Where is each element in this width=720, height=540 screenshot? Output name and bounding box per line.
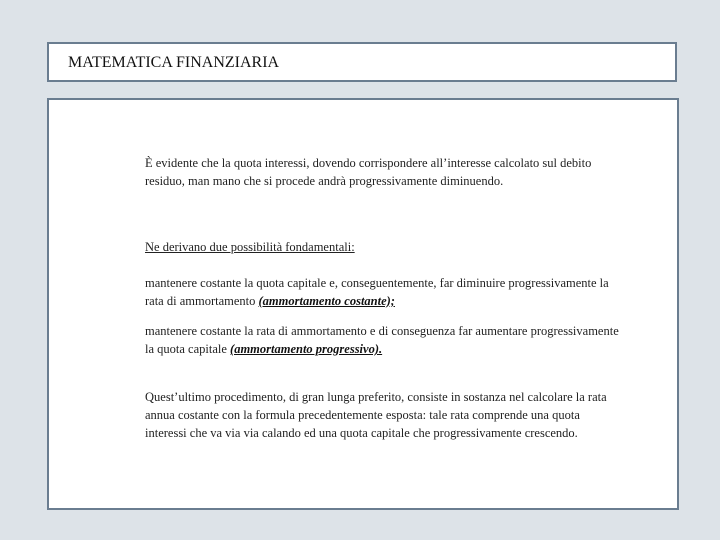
content-panel	[47, 98, 679, 510]
title-panel	[47, 42, 677, 82]
paragraph-constant-capital	[145, 274, 625, 310]
paragraph-two-possibilities: Ne derivano due possibilità fondamentali:	[145, 240, 355, 254]
paragraph-constant-installment	[145, 322, 625, 358]
paragraph-interest-share: È evidente che la quota interessi, dovendo corrispondere all’interesse calcolato sul debito residuo, man mano che si procede andrà progressivamente diminuendo.	[145, 156, 592, 188]
paragraph-preferred-procedure: Quest’ultimo procedimento, di gran lunga preferito, consiste in sostanza nel calcolare la rata annua costante con la formula precedentemente esposta: tale rata comprende una quota interessi che va via via calando ed una quota capitale che progressivamente crescendo.	[145, 390, 607, 440]
constant-amortization-term: (ammortamento costante);	[258, 294, 395, 308]
progressive-amortization-term: (ammortamento progressivo).	[230, 342, 383, 356]
constant-capital-text: mantenere costante la quota capitale e, conseguentemente, far diminuire progressivamente la rata di ammortamento	[145, 276, 609, 308]
constant-installment-text: mantenere costante la rata di ammortamento e di conseguenza far aumentare progressivamente la quota capitale	[145, 324, 619, 356]
slide-title: MATEMATICA FINANZIARIA	[68, 54, 280, 71]
